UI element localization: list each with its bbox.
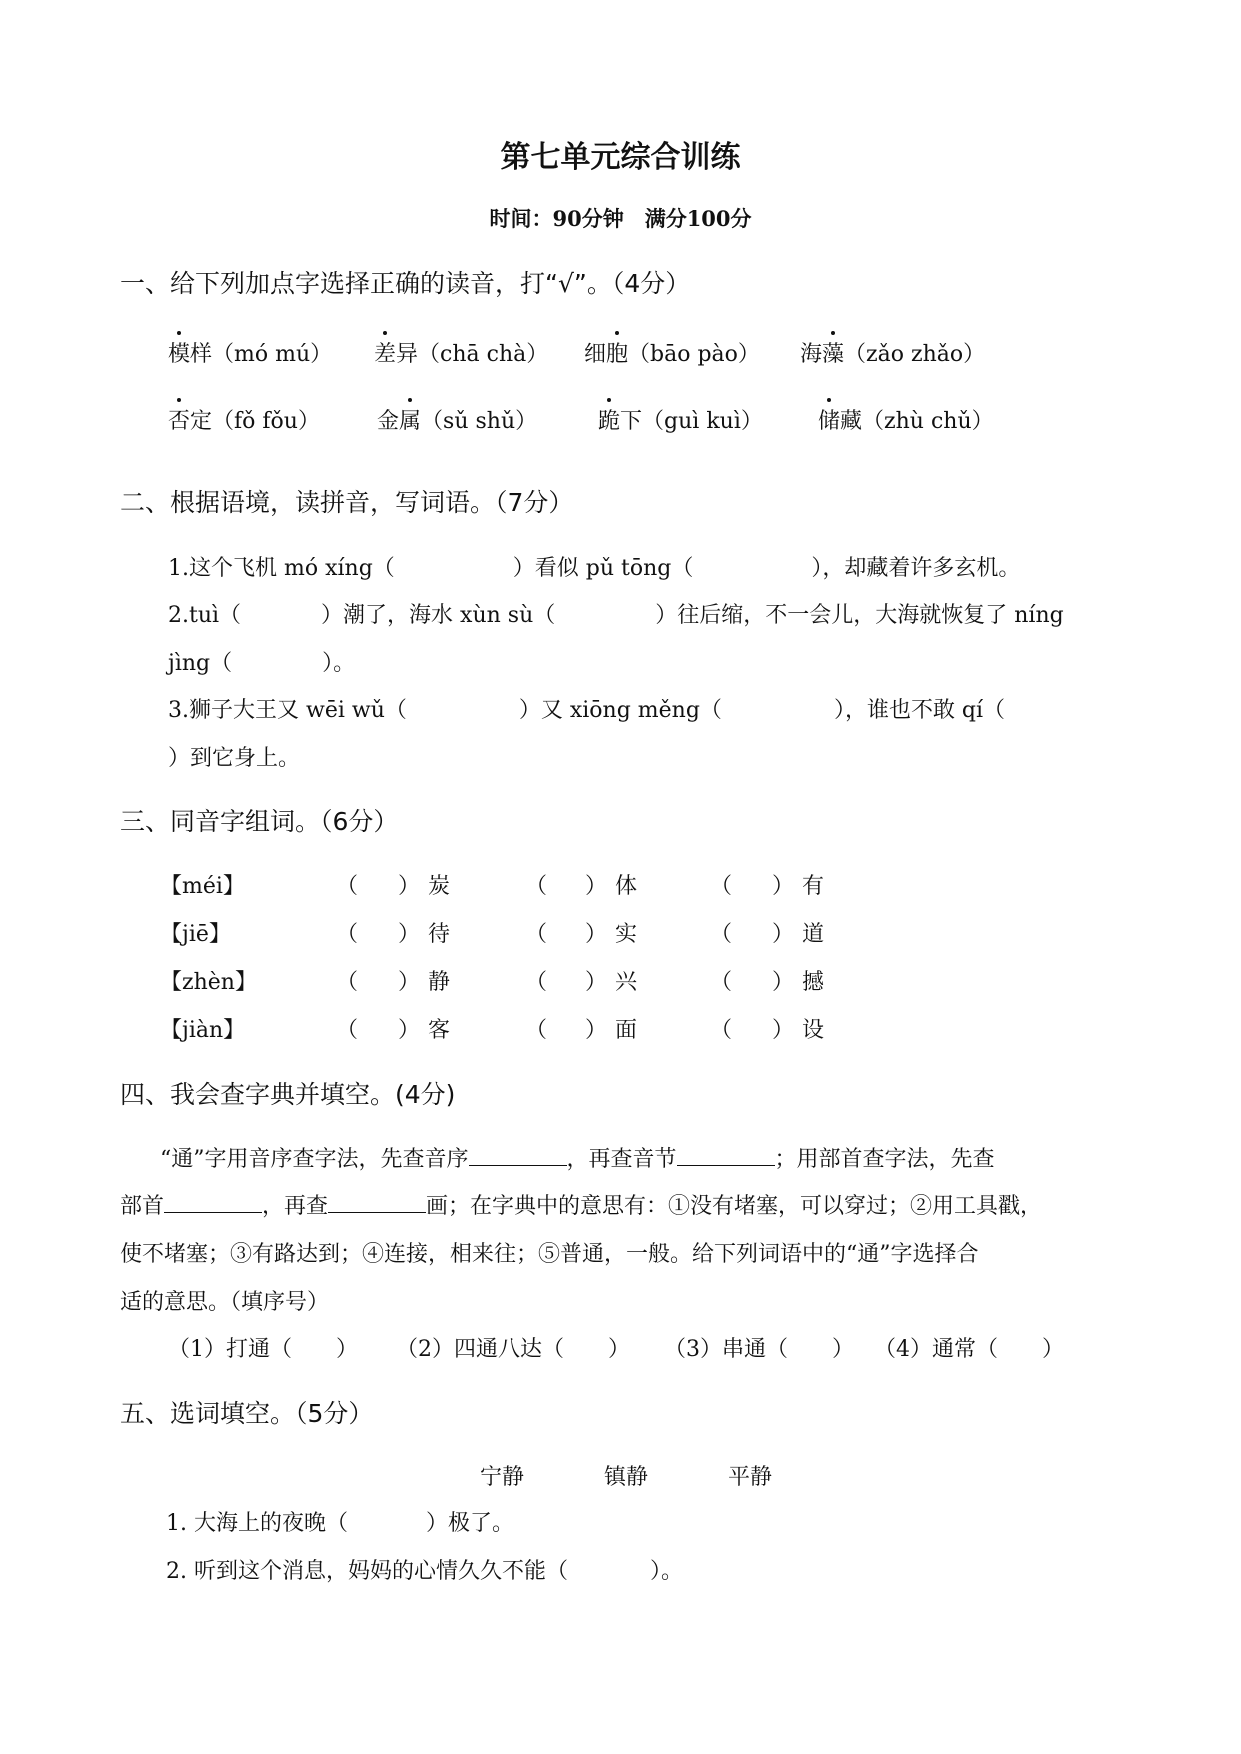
fill-line[interactable] [164,1192,262,1213]
word-char: 体 [615,874,638,899]
dotted-char: 藻 [822,337,844,368]
close-paren: ） [398,1018,421,1043]
pinyin-item: 跪下（guì kuì） [598,404,763,435]
section-2-heading: 二、根据语境，读拼音，写词语。（7分） [120,488,574,517]
usage-item: （2）四通八达（ ） [396,1337,630,1362]
open-paren: （ [525,970,548,995]
open-paren: （ [525,922,548,947]
dotted-char: 差 [374,337,396,368]
open-paren: （ [525,874,548,899]
word-option: 平静 [728,1465,773,1490]
question-line: 2.tuì（ ）潮了，海水 xùn sù（ ）往后缩，不一会儿，大海就恢复了 níng [168,603,1064,628]
pinyin-item: 差异（chā chà） [374,337,548,368]
word-char: 设 [802,1018,825,1043]
word-char: 兴 [615,970,638,995]
section-5-heading: 五、选词填空。（5分） [120,1399,374,1428]
word-char: 面 [615,1018,638,1043]
section-1-heading: 一、给下列加点字选择正确的读音，打“√”。（4分） [120,269,691,298]
close-paren: ） [585,874,608,899]
close-paren: ） [398,874,421,899]
exam-info: 时间：90分钟 满分100分 [489,206,752,231]
dotted-char: 属 [399,404,421,435]
close-paren: ） [585,922,608,947]
close-paren: ） [772,1018,795,1043]
open-paren: （ [336,1018,359,1043]
question-line: 1.这个飞机 mó xíng（ ）看似 pǔ tōng（ ），却藏着许多玄机。 [168,556,1021,581]
word-char: 道 [802,922,825,947]
section-4-heading: 四、我会查字典并填空。(4分) [120,1080,456,1109]
syllable-label: 【zhèn】 [160,970,257,995]
word-char: 实 [615,922,638,947]
syllable-label: 【méi】 [160,874,245,899]
usage-item: （1）打通（ ） [168,1337,358,1362]
paragraph-line: 部首 ，再查 画；在字典中的意思有：①没有堵塞，可以穿过；②用工具戳， [120,1194,1043,1219]
word-char: 待 [428,922,451,947]
word-option: 镇静 [604,1465,649,1490]
open-paren: （ [336,922,359,947]
dotted-char: 跪 [598,404,620,435]
pinyin-item: 细胞（bāo pào） [584,337,760,368]
dotted-char: 胞 [606,337,628,368]
dotted-char: 储 [818,404,840,435]
pinyin-item: 模样（mó mú） [168,337,332,368]
pinyin-item: 海藻（zǎo zhǎo） [800,337,985,368]
question-line: jìng（ ）。 [168,651,356,676]
open-paren: （ [710,874,733,899]
close-paren: ） [585,1018,608,1043]
paragraph-line: 使不堵塞；③有路达到；④连接，相来往；⑤普通，一般。给下列词语中的“通”字选择合 [120,1242,979,1267]
paragraph-line: 适的意思。（填序号） [120,1290,330,1315]
word-char: 撼 [802,970,825,995]
section-3-heading: 三、同音字组词。（6分） [120,807,399,836]
open-paren: （ [336,874,359,899]
word-option: 宁静 [480,1465,525,1490]
fill-line[interactable] [677,1145,775,1166]
dotted-char: 否 [168,404,190,435]
pinyin-item: 储藏（zhù chǔ） [818,404,994,435]
close-paren: ） [398,970,421,995]
close-paren: ） [772,970,795,995]
paragraph-line: “通”字用音序查字法，先查音序 ，再查音节 ；用部首查字法，先查 [160,1147,995,1172]
open-paren: （ [710,922,733,947]
open-paren: （ [710,1018,733,1043]
question-line: ）到它身上。 [168,746,301,771]
close-paren: ） [772,874,795,899]
open-paren: （ [525,1018,548,1043]
question-line: 1. 大海上的夜晚（ ）极了。 [166,1511,514,1536]
pinyin-item: 金属（sǔ shǔ） [377,404,537,435]
pinyin-item: 否定（fǒ fǒu） [168,404,320,435]
word-char: 静 [428,970,451,995]
open-paren: （ [336,970,359,995]
question-line: 3.狮子大王又 wēi wǔ（ ）又 xiōng měng（ ），谁也不敢 qí（ [168,698,1006,723]
syllable-label: 【jiē】 [160,922,231,947]
syllable-label: 【jiàn】 [160,1018,246,1043]
page-title: 第七单元综合训练 [500,140,741,175]
dotted-char: 模 [168,337,190,368]
question-line: 2. 听到这个消息，妈妈的心情久久不能（ ）。 [166,1559,684,1584]
word-char: 有 [802,874,825,899]
open-paren: （ [710,970,733,995]
fill-line[interactable] [328,1192,426,1213]
close-paren: ） [398,922,421,947]
close-paren: ） [772,922,795,947]
word-char: 炭 [428,874,451,899]
fill-line[interactable] [469,1145,567,1166]
close-paren: ） [585,970,608,995]
usage-item: （4）通常（ ） [874,1337,1064,1362]
word-char: 客 [428,1018,451,1043]
usage-item: （3）串通（ ） [664,1337,854,1362]
